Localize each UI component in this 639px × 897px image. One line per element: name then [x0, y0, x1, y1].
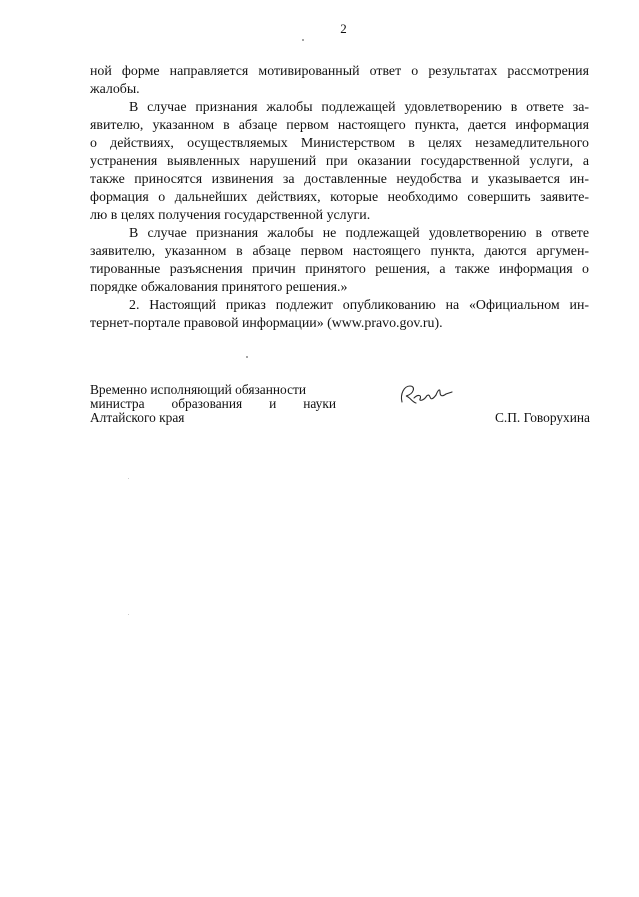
paragraph-complaint-rejected: [90, 225, 589, 297]
text-line: лю в целях получения государственной услуги.: [90, 208, 371, 223]
text-line: устранения выявленных нарушений при оказании государственной услуги, а: [90, 154, 589, 169]
paragraph-continuation: [90, 63, 589, 99]
scan-speck: [302, 39, 304, 41]
text-line: о действиях, осуществляемых Министерством в целях незамедлительного: [90, 136, 589, 151]
signer-position-line-3: Алтайского края: [90, 410, 185, 425]
scan-speck: [128, 478, 129, 479]
text-line: В случае признания жалобы подлежащей удовлетворению в ответе за-: [129, 100, 589, 115]
signer-name: С.П. Говорухина: [494, 410, 590, 425]
signer-position: [90, 383, 336, 425]
text-line: В случае признания жалобы не подлежащей удовлетворению в ответе: [129, 226, 589, 241]
scan-speck: [246, 356, 248, 358]
paragraph-publication: [90, 297, 589, 333]
scan-speck: [128, 614, 129, 615]
text-line: явителю, указанном в абзаце первом настоящего пункта, дается информация: [90, 118, 589, 133]
text-line: также приносятся извинения за доставленные неудобства и указывается ин-: [90, 172, 589, 187]
handwritten-signature: [396, 382, 456, 408]
text-line: заявителю, указанном в абзаце первом настоящего пункта, даются аргумен-: [90, 244, 589, 259]
text-line: тернет-портале правовой информации» (www.pravo.gov.ru).: [90, 316, 443, 331]
text-line: ной форме направляется мотивированный ответ о результатах рассмотрения: [90, 64, 589, 79]
text-line: 2. Настоящий приказ подлежит опубликованию на «Официальном ин-: [129, 298, 589, 313]
text-line: формация о дальнейших действиях, которые необходимо совершить заявите-: [90, 190, 589, 205]
document-body: [90, 63, 589, 333]
text-line: порядке обжалования принятого решения.»: [90, 280, 348, 295]
text-line: тированные разъяснения причин принятого решения, а также информация о: [90, 262, 589, 277]
page-number: 2: [340, 21, 347, 36]
text-line: жалобы.: [90, 82, 140, 97]
signer-position-line-2: министра образования и науки: [90, 396, 336, 411]
signer-position-line-1: Временно исполняющий обязанности: [90, 382, 307, 397]
paragraph-complaint-satisfied: [90, 99, 589, 225]
